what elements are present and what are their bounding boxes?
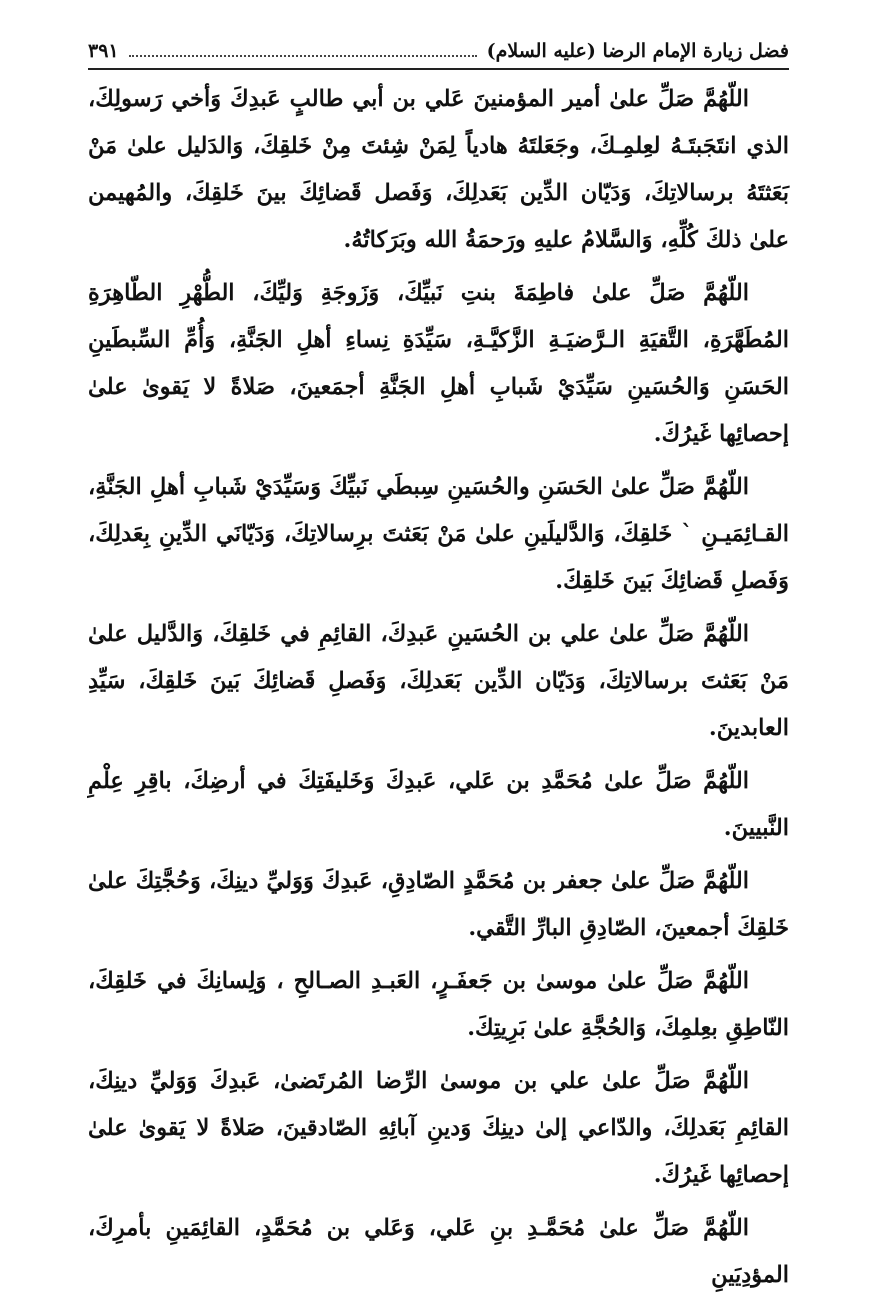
chapter-title: فضل زيارة الإمام الرضا (عليه السلام)	[486, 40, 789, 62]
running-header	[88, 34, 789, 70]
paragraph-2: اللّهُمَّ صَلِّ علىٰ فاطِمَةَ بنتِ نَبيِّكَ، وَزَوجَةِ وَليِّكَ، الطُّهْرِ الطّاهِرَةِ المُطَهَّرَةِ، التَّقيَةِ الـرَّضيَـةِ الزَّكيَّـةِ، سَيِّدَةِ نِساءِ أهلِ الجَنَّةِ، وَأُمِّ السِّبطَينِ الحَسَنِ وَالحُسَينِ سَيِّدَيْ شَبابِ أهلِ الجَنَّةِ أجمَعينَ، صَلاةً لا يَقوىٰ علىٰ إحصائِها غَيرُكَ.	[88, 280, 789, 447]
paragraph-8: اللّهُمَّ صَلِّ علىٰ علي بن موسىٰ الرِّضا المُرتَضىٰ، عَبدِكَ وَوَليِّ دينِكَ، القائِمِ بَعَدلِكَ، والدّاعي إلىٰ دينِكَ وَدينِ آبائِهِ الصّادقينَ، صَلاةً لا يَقوىٰ علىٰ إحصائِها غَيرُكَ.	[88, 1068, 789, 1188]
paragraph-1: اللّهُمَّ صَلِّ علىٰ أمير المؤمنينَ عَلي بن أبي طالبٍ عَبدِكَ وَأخي رَسولِكَ، الذي انتَجَبتَـهُ لعِلمِـكَ، وجَعَلتَهُ هادياً لِمَنْ شِئتَ مِنْ خَلقِكَ، وَالدَليل علىٰ مَنْ بَعَثتَهُ برسالاتِكَ، وَدَيّان الدِّين بَعَدلِكَ، وَفَصل قَضائِكَ بينَ خَلقِكَ، والمُهيمن علىٰ ذلكَ كُلِّهِ، وَالسَّلامُ عليهِ ورَحمَةُ الله وبَرَكاتُهُ.	[88, 86, 789, 253]
paragraph-7: اللّهُمَّ صَلِّ علىٰ موسىٰ بن جَعفَـرٍ، العَبـدِ الصـالحِ ، وَلِسانِكَ في خَلقِكَ، النّاطِقِ بعِلمِكَ، وَالحُجَّةِ علىٰ بَرِيتِكَ.	[88, 968, 789, 1041]
paragraph-6: اللّهُمَّ صَلِّ علىٰ جعفر بن مُحَمَّدٍ الصّادِقِ، عَبدِكَ وَوَليِّ دينِكَ، وَحُجَّتِكَ علىٰ خَلقِكَ أجمعينَ، الصّادِقِ البارِّ التَّقي.	[88, 868, 789, 941]
paragraph-3: اللّهُمَّ صَلِّ علىٰ الحَسَنِ والحُسَينِ سِبطَي نَبيِّكَ وَسَيِّدَيْ شَبابِ أهلِ الجَنَّةِ، القـائِمَيـنِ ` خَلقِكَ، وَالدَّليلَينِ علىٰ مَنْ بَعَثتَ برِسالاتِكَ، وَدَيّانَي الدِّينِ بِعَدلِكَ، وَفَصلِ قَضائِكَ بَينَ خَلقِكَ.	[88, 474, 789, 594]
paragraph-9: اللّهُمَّ صَلِّ علىٰ مُحَمَّـدِ بنِ عَلي، وَعَلي بن مُحَمَّدٍ، القائِمَينِ بأمرِكَ، المؤدِيَينِ	[88, 1215, 789, 1288]
paragraph-5: اللّهُمَّ صَلِّ علىٰ مُحَمَّدِ بن عَلي، عَبدِكَ وَخَليفَتِكَ في أرضِكَ، باقِرِ عِلْمِ النَّبيينَ.	[88, 768, 789, 841]
page-number: ٣٩١	[88, 40, 119, 62]
page-body	[88, 76, 789, 1305]
header-leader-dots	[129, 55, 477, 57]
paragraph-4: اللّهُمَّ صَلِّ علىٰ علي بن الحُسَينِ عَبدِكَ، القائِمِ في خَلقِكَ، وَالدَّليل علىٰ مَنْ بَعَثتَ برسالاتِكَ، وَدَيّان الدِّين بَعَدلِكَ، وَفَصلِ قَضائِكَ بَينَ خَلقِكَ، سَيِّدِ العابدينَ.	[88, 621, 789, 741]
